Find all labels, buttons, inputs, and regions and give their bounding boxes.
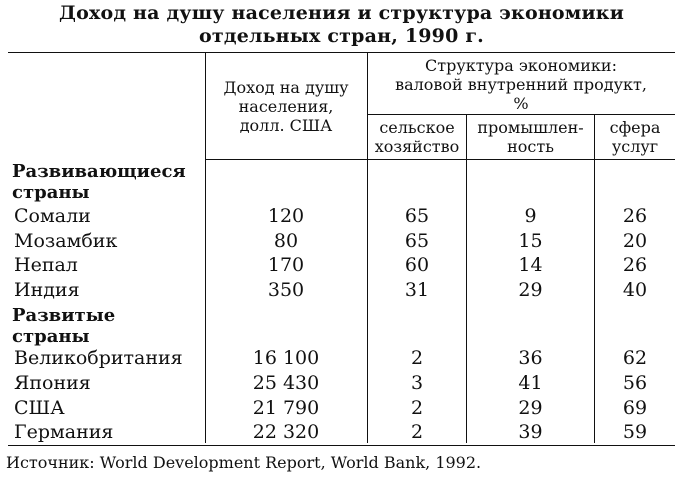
income-value: 22 320 bbox=[252, 421, 320, 443]
industry-value: 29 bbox=[518, 279, 543, 301]
header-services: сфера услуг bbox=[609, 118, 661, 156]
title-line-1: Доход на душу населения и структура экономики bbox=[58, 2, 625, 24]
industry-value: 36 bbox=[518, 347, 543, 369]
agri-value: 60 bbox=[404, 254, 430, 276]
services-value: 26 bbox=[622, 254, 648, 276]
header-income: Доход на душу населения, долл. США bbox=[223, 78, 349, 135]
agri-value: 2 bbox=[410, 397, 424, 419]
services-value: 26 bbox=[622, 205, 648, 227]
agri-value: 31 bbox=[404, 279, 430, 301]
country-name: США bbox=[14, 397, 65, 419]
agri-value: 65 bbox=[404, 230, 430, 252]
section-title-developing: Развивающиеся страны bbox=[12, 161, 186, 203]
services-value: 40 bbox=[622, 279, 648, 301]
header-industry: промышлен- ность bbox=[477, 118, 584, 156]
industry-value: 29 bbox=[518, 397, 543, 419]
services-value: 56 bbox=[622, 372, 648, 394]
header-structure: Структура экономики: валовой внутренний продукт, % bbox=[395, 56, 647, 113]
industry-value: 41 bbox=[518, 372, 543, 394]
country-name: Германия bbox=[14, 421, 114, 443]
section-title-developed: Развитые страны bbox=[12, 305, 116, 347]
industry-value: 9 bbox=[524, 205, 537, 227]
header-bottom-line bbox=[205, 159, 675, 160]
services-value: 69 bbox=[622, 397, 648, 419]
income-value: 25 430 bbox=[252, 372, 320, 394]
services-value: 20 bbox=[622, 230, 648, 252]
industry-value: 15 bbox=[518, 230, 543, 252]
agri-value: 65 bbox=[404, 205, 430, 227]
income-value: 120 bbox=[267, 205, 305, 227]
country-name: Непал bbox=[14, 254, 78, 276]
structure-subheader-line bbox=[367, 114, 675, 115]
source-note: Источник: World Development Report, World Bank, 1992. bbox=[6, 453, 482, 472]
income-value: 80 bbox=[273, 230, 299, 252]
income-value: 170 bbox=[267, 254, 305, 276]
services-value: 59 bbox=[622, 421, 648, 443]
income-value: 16 100 bbox=[252, 347, 320, 369]
title-line-2: отдельных стран, 1990 г. bbox=[198, 25, 484, 47]
agri-value: 3 bbox=[410, 372, 424, 394]
country-name: Сомали bbox=[14, 205, 91, 227]
country-name: Великобритания bbox=[14, 347, 183, 369]
country-name: Индия bbox=[14, 279, 80, 301]
income-value: 350 bbox=[267, 279, 305, 301]
agri-value: 2 bbox=[410, 347, 424, 369]
header-agriculture: сельское хозяйство bbox=[374, 118, 460, 156]
country-name: Мозамбик bbox=[14, 230, 118, 252]
agri-value: 2 bbox=[410, 421, 424, 443]
industry-value: 39 bbox=[518, 421, 543, 443]
industry-value: 14 bbox=[518, 254, 543, 276]
country-name: Япония bbox=[14, 372, 91, 394]
table-title bbox=[0, 2, 683, 48]
income-value: 21 790 bbox=[252, 397, 320, 419]
services-value: 62 bbox=[622, 347, 648, 369]
